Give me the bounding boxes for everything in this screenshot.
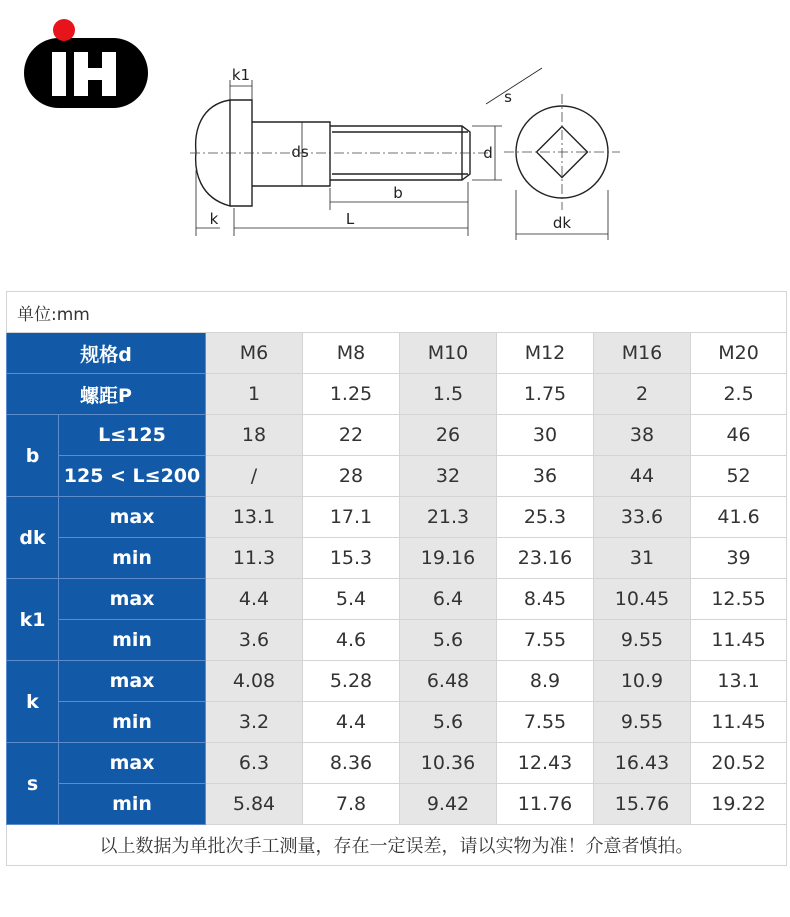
table-row — [7, 620, 787, 661]
value-cell: 5.4 — [303, 579, 400, 620]
spec-table — [6, 291, 787, 866]
value-cell: 31 — [594, 538, 691, 579]
sub-header: min — [59, 702, 206, 743]
table-row — [7, 661, 787, 702]
value-cell: 11.76 — [497, 784, 594, 825]
value-cell: 2.5 — [691, 374, 787, 415]
value-cell: 5.6 — [400, 702, 497, 743]
value-cell: 44 — [594, 456, 691, 497]
value-cell: 2 — [594, 374, 691, 415]
label-b: b — [393, 184, 403, 202]
sub-header: max — [59, 497, 206, 538]
group-header-k1: k1 — [7, 579, 59, 661]
value-cell: 25.3 — [497, 497, 594, 538]
value-cell: 1.25 — [303, 374, 400, 415]
value-cell: 11.3 — [206, 538, 303, 579]
value-cell: 28 — [303, 456, 400, 497]
jh-logo — [22, 10, 150, 110]
value-cell: 12.55 — [691, 579, 787, 620]
value-cell: 9.55 — [594, 702, 691, 743]
size-cell: M12 — [497, 333, 594, 374]
value-cell: 4.08 — [206, 661, 303, 702]
sub-header: max — [59, 661, 206, 702]
sub-header: max — [59, 743, 206, 784]
table-row — [7, 743, 787, 784]
value-cell: 6.4 — [400, 579, 497, 620]
value-cell: 13.1 — [206, 497, 303, 538]
pitch-header: 螺距P — [7, 374, 206, 415]
value-cell: 4.4 — [206, 579, 303, 620]
value-cell: 21.3 — [400, 497, 497, 538]
value-cell: 10.9 — [594, 661, 691, 702]
value-cell: 19.22 — [691, 784, 787, 825]
value-cell: 19.16 — [400, 538, 497, 579]
table-row — [7, 538, 787, 579]
value-cell: 1.75 — [497, 374, 594, 415]
size-row — [7, 333, 787, 374]
value-cell: 11.45 — [691, 702, 787, 743]
value-cell: 26 — [400, 415, 497, 456]
value-cell: 1 — [206, 374, 303, 415]
label-d: d — [483, 144, 493, 162]
spec-header: 规格d — [7, 333, 206, 374]
value-cell: 32 — [400, 456, 497, 497]
table-row — [7, 456, 787, 497]
unit-label: 单位:mm — [7, 292, 787, 333]
value-cell: 15.76 — [594, 784, 691, 825]
value-cell: 13.1 — [691, 661, 787, 702]
value-cell: 23.16 — [497, 538, 594, 579]
size-cell: M6 — [206, 333, 303, 374]
value-cell: 5.84 — [206, 784, 303, 825]
value-cell: 10.45 — [594, 579, 691, 620]
value-cell: 7.8 — [303, 784, 400, 825]
value-cell: 3.2 — [206, 702, 303, 743]
group-header-b: b — [7, 415, 59, 497]
value-cell: 9.55 — [594, 620, 691, 661]
sub-header: 125 < L≤200 — [59, 456, 206, 497]
table-row — [7, 497, 787, 538]
value-cell: 18 — [206, 415, 303, 456]
group-header-dk: dk — [7, 497, 59, 579]
value-cell: 1.5 — [400, 374, 497, 415]
value-cell: 9.42 — [400, 784, 497, 825]
sub-header: max — [59, 579, 206, 620]
value-cell: 3.6 — [206, 620, 303, 661]
sub-header: min — [59, 784, 206, 825]
value-cell: 12.43 — [497, 743, 594, 784]
value-cell: 22 — [303, 415, 400, 456]
value-cell: 6.48 — [400, 661, 497, 702]
label-L: L — [345, 210, 355, 228]
value-cell: 15.3 — [303, 538, 400, 579]
label-s: s — [504, 88, 512, 106]
size-cell: M20 — [691, 333, 787, 374]
value-cell: 4.6 — [303, 620, 400, 661]
value-cell: 30 — [497, 415, 594, 456]
table-row — [7, 702, 787, 743]
disclaimer-note: 以上数据为单批次手工测量，存在一定误差，请以实物为准！介意者慎拍。 — [7, 825, 787, 866]
value-cell: 8.36 — [303, 743, 400, 784]
value-cell: 20.52 — [691, 743, 787, 784]
value-cell: 52 — [691, 456, 787, 497]
size-cell: M8 — [303, 333, 400, 374]
value-cell: / — [206, 456, 303, 497]
label-dk: dk — [552, 214, 572, 232]
value-cell: 33.6 — [594, 497, 691, 538]
value-cell: 10.36 — [400, 743, 497, 784]
value-cell: 5.28 — [303, 661, 400, 702]
sub-header: min — [59, 620, 206, 661]
value-cell: 16.43 — [594, 743, 691, 784]
table-row — [7, 415, 787, 456]
group-header-k: k — [7, 661, 59, 743]
value-cell: 8.9 — [497, 661, 594, 702]
value-cell: 4.4 — [303, 702, 400, 743]
sub-header: min — [59, 538, 206, 579]
value-cell: 38 — [594, 415, 691, 456]
value-cell: 7.55 — [497, 620, 594, 661]
bolt-dimension-drawing — [190, 60, 630, 250]
table-row — [7, 784, 787, 825]
table-row — [7, 579, 787, 620]
size-cell: M16 — [594, 333, 691, 374]
value-cell: 8.45 — [497, 579, 594, 620]
pitch-row — [7, 374, 787, 415]
value-cell: 36 — [497, 456, 594, 497]
sub-header: L≤125 — [59, 415, 206, 456]
label-k: k — [209, 210, 219, 228]
value-cell: 39 — [691, 538, 787, 579]
group-header-s: s — [7, 743, 59, 825]
label-ds: ds — [291, 143, 309, 161]
value-cell: 7.55 — [497, 702, 594, 743]
value-cell: 17.1 — [303, 497, 400, 538]
value-cell: 6.3 — [206, 743, 303, 784]
size-cell: M10 — [400, 333, 497, 374]
label-k1: k1 — [231, 66, 251, 84]
value-cell: 11.45 — [691, 620, 787, 661]
value-cell: 46 — [691, 415, 787, 456]
value-cell: 41.6 — [691, 497, 787, 538]
value-cell: 5.6 — [400, 620, 497, 661]
